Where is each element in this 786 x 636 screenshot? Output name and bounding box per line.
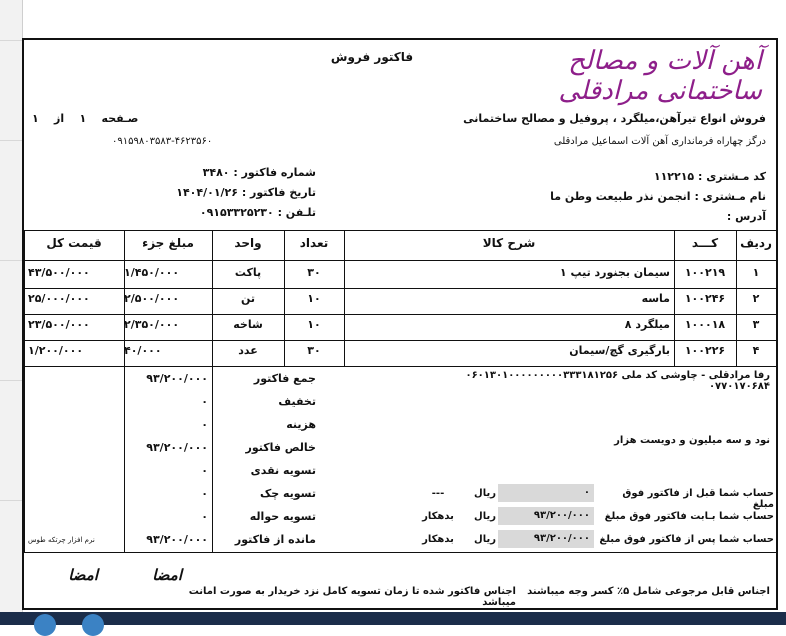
col-header-code: کـــد (691, 236, 719, 250)
table-top-rule (24, 230, 776, 231)
summary-label: تسویه نقدی (250, 464, 316, 477)
table-header-rule (24, 260, 776, 261)
col-header-unit-price: مبلغ جزء (142, 236, 194, 250)
account-after-status: بدهکار (422, 534, 454, 545)
summary-value: ۹۳/۲۰۰/۰۰۰ (146, 441, 208, 454)
account-after-unit: ریال (474, 534, 496, 545)
cell-total: ۲۵/۰۰۰/۰۰۰ (28, 292, 90, 305)
row-rule (24, 288, 776, 289)
summary-label: خالص فاکتور (245, 441, 316, 454)
cell-unit: شاخه (233, 318, 263, 331)
invoice-date-label: تاریخ فاکتور : (241, 186, 316, 199)
page-label: صـفحه (101, 112, 139, 125)
cell-item-desc: سیمان بجنورد تیپ ۱ (559, 266, 670, 279)
customer-code-line (406, 170, 766, 183)
invoice-number: ۳۴۸۰ (202, 166, 230, 179)
signature-right: امضا (152, 566, 182, 584)
col-header-total: قیمت کل (46, 236, 102, 250)
summary-value: ۰ (201, 395, 208, 408)
summary-value: ۰ (201, 464, 208, 477)
customer-address-line (406, 210, 766, 223)
taskbar-app-icon[interactable] (82, 614, 104, 636)
summary-label: تخفیف (278, 395, 316, 408)
shop-phones: ۰۹۱۵۹۸۰۳۵۸۳-۴۶۲۳۵۶۰ (112, 136, 213, 147)
account-for-unit: ریال (474, 511, 496, 522)
col-header-qty: تعداد (299, 236, 329, 250)
account-before-status: --- (431, 488, 445, 499)
summary-label: هزینه (286, 418, 316, 431)
summary-value: ۰ (201, 510, 208, 523)
customer-name: انجمن نذر طبیعت وطن ما (550, 190, 691, 203)
page-total: ۱ (32, 112, 39, 125)
invoice-date: ۱۴۰۴/۰۱/۲۶ (176, 186, 238, 199)
summary-value: ۹۳/۲۰۰/۰۰۰ (146, 372, 208, 385)
software-credit: نرم افزار چرتکه طوس (28, 536, 95, 544)
summary-value: ۰ (201, 487, 208, 500)
tagline: فروش انواع تیرآهن،میلگرد ، پروفیل و مصالح ساختمانی (463, 112, 766, 125)
margin-tick (0, 260, 22, 261)
invoice-phone-label: تلـفن : (277, 206, 316, 219)
customer-code-label: کد مـشتری : (698, 170, 766, 183)
cell-unit-price: ۲/۳۵۰/۰۰۰ (124, 318, 180, 331)
shop-address: درگز چهاراه فرمانداری آهن آلات اسماعیل مرادقلی (553, 136, 766, 147)
customer-name-line (406, 190, 766, 203)
cell-item-code: ۱۰۰۲۱۹ (684, 266, 726, 279)
invoice-phone: ۰۹۱۵۳۳۲۵۲۳۰ (199, 206, 274, 219)
amount-in-words: نود و سه میلیون و دویست هزار (614, 435, 770, 446)
invoice-number-line (126, 166, 316, 179)
page-indicator (32, 112, 192, 125)
summary-value: ۰ (201, 418, 208, 431)
col-header-unit: واحد (234, 236, 262, 250)
cell-unit: عدد (238, 344, 258, 357)
cell-item-desc: ماسه (641, 292, 670, 305)
customer-code: ۱۱۲۲۱۵ (653, 170, 695, 183)
cell-qty: ۳۰ (307, 266, 321, 279)
page-number: ۱ (79, 112, 87, 125)
summary-bottom-rule (24, 552, 776, 553)
account-before-label: حساب شما قبل از فاکتور فوق مبلغ (622, 488, 774, 510)
cell-total: ۴۳/۵۰۰/۰۰۰ (28, 266, 90, 279)
account-for-label: حساب شما بـابت فاکتور فوق مبلغ (604, 511, 774, 522)
margin-tick (0, 40, 22, 41)
cell-item-code: ۱۰۰۲۴۶ (684, 292, 726, 305)
cell-row-number: ۲ (752, 292, 760, 305)
cell-unit: تن (240, 292, 256, 305)
taskbar-app-icon[interactable] (34, 614, 56, 636)
invoice-number-label: شماره فاکتور : (233, 166, 316, 179)
col-rule (344, 230, 345, 366)
col-rule (24, 230, 25, 366)
account-for-status: بدهکار (422, 511, 454, 522)
col-header-desc: شرح کالا (482, 236, 536, 250)
summary-label: مانده از فاکتور (234, 533, 316, 546)
customer-name-label: نام مـشتری : (694, 190, 766, 203)
row-rule (24, 314, 776, 315)
page-margin-band (0, 0, 23, 625)
summary-value: ۹۳/۲۰۰/۰۰۰ (146, 533, 208, 546)
signature-left: امضا (68, 566, 98, 584)
cell-item-desc: میلگرد ۸ (624, 318, 670, 331)
cell-item-desc: بارگیری گچ/سیمان (569, 344, 670, 357)
cell-unit: پاکت (234, 266, 262, 279)
cell-unit-price: ۴۰/۰۰۰ (124, 344, 162, 357)
doc-title: فاکتور فروش (330, 50, 414, 64)
row-rule (24, 340, 776, 341)
account-before-unit: ریال (474, 488, 496, 499)
invoice-phone-line (126, 206, 316, 219)
invoice-date-line (126, 186, 316, 199)
cell-item-code: ۱۰۰۰۱۸ (684, 318, 726, 331)
taskbar (0, 612, 786, 625)
cell-unit-price: ۲/۵۰۰/۰۰۰ (124, 292, 180, 305)
footer-returns-note: اجناس قابل مرجوعی شامل ۵٪ کسر وجه میباشند (527, 586, 770, 597)
cell-total: ۱/۲۰۰/۰۰۰ (28, 344, 84, 357)
cell-total: ۲۳/۵۰۰/۰۰۰ (28, 318, 90, 331)
cell-item-code: ۱۰۰۲۲۶ (684, 344, 726, 357)
bank-account-line: ۰۶۰۱۳۰۱۰۰۰۰۰۰۰۰۰۳۳۳۱۸۱۲۵۶ رفا مرادقلی - چاوشی کد ملی ۰۷۷۰۱۷۰۶۸۴ (465, 370, 770, 392)
cell-qty: ۱۰ (307, 292, 321, 305)
summary-rule (212, 366, 213, 552)
cell-qty: ۳۰ (307, 344, 321, 357)
account-for-value: ۹۳/۲۰۰/۰۰۰ (533, 510, 590, 521)
col-header-row: ردیف (740, 236, 772, 250)
invoice-sheet (22, 38, 778, 610)
summary-label: تسویه چک (259, 487, 316, 500)
brand-name: آهن آلات و مصالح ساختمانی مرادقلی (558, 46, 762, 106)
margin-tick (0, 380, 22, 381)
footer-trust-note: اجناس فاکتور شده تا زمان تسویه کامل نزد خریدار به صورت امانت میباشد (188, 586, 516, 608)
page-of-label: از (54, 112, 65, 125)
account-after-label: حساب شما پس از فاکتور فوق مبلغ (599, 534, 774, 545)
summary-rule (124, 366, 125, 552)
summary-label: تسویه حواله (249, 510, 316, 523)
table-bottom-rule (24, 366, 776, 367)
cell-row-number: ۳ (752, 318, 760, 331)
margin-tick (0, 500, 22, 501)
margin-tick (0, 140, 22, 141)
cell-qty: ۱۰ (307, 318, 321, 331)
summary-label: جمع فاکتور (253, 372, 316, 385)
account-after-value: ۹۳/۲۰۰/۰۰۰ (533, 533, 590, 544)
cell-unit-price: ۱/۴۵۰/۰۰۰ (124, 266, 180, 279)
account-before-value: ۰ (583, 487, 590, 498)
cell-row-number: ۱ (752, 266, 760, 279)
customer-address-label: آدرس : (726, 210, 766, 223)
summary-rule (24, 366, 25, 552)
cell-row-number: ۴ (752, 344, 760, 357)
